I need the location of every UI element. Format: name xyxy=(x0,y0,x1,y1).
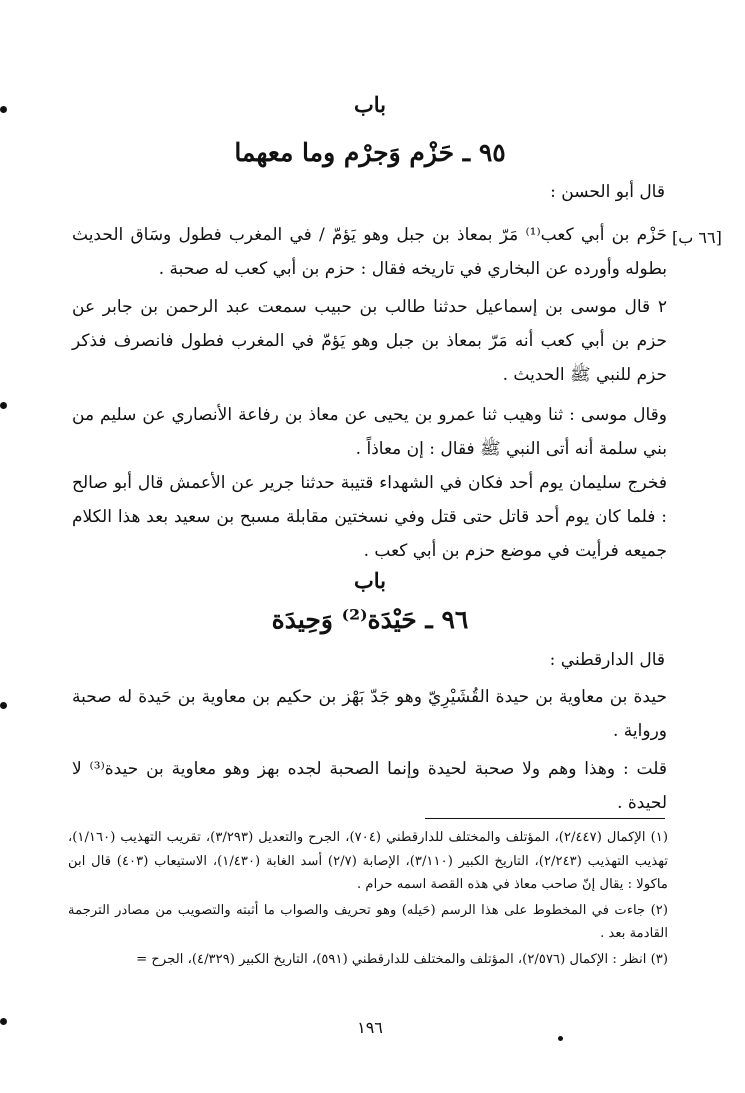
intro-abu-al-hasan: قال أبو الحسن : xyxy=(550,182,665,202)
chapter-heading-96: باب xyxy=(353,568,386,593)
chapter-heading-95: باب xyxy=(353,92,386,117)
paragraph-hazm-4: فخرج سليمان يوم أحد فكان في الشهداء قتيبة حدثنا جرير عن الأعمش قال أبو صالح : فلما كان يوم أحد قاتل حتى قتل وفي نسختين مقابلة مسبح بن سعيد بعد هذا الكلام جميعه فرأيت في موضع حزم بن أبي كعب . xyxy=(72,473,667,561)
footnote-2: (٢) جاءت في المخطوط على هذا الرسم (حَيله) وهو تحريف والصواب ما أثبته والتصويب من مصادر الترجمة القادمة بعد . xyxy=(68,902,668,941)
footnote-1: (١) الإكمال (٢/٤٤٧)، المؤتلف والمختلف للدارقطني (٧٠٤)، الجرح والتعديل (٣/٢٩٣)، تقريب التهذيب (١/١٦٠)، تهذيب التهذيب (٢/٢٤٣)، التاريخ الكبير (٣/١١٠)، الإصابة (٢/٧) أسد الغابة (١/٤٣٠)، الاستيعاب (٤٠٣) قال ابن ماكولا : يقال إنّ صاحب معاذ في هذه القصة اسمه حرام . xyxy=(68,830,668,892)
intro-daraqutni: قال الدارقطني : xyxy=(549,650,665,670)
paragraph-hazm-2: ٢ قال موسى بن إسماعيل حدثنا طالب بن حبيب سمعت عبد الرحمن بن جابر عن حزم بن أبي كعب أنه مَرّ بمعاذ بن جبل وهو يَؤمّ في المغرب فطول فانصرف فذكر حزم للنبي ﷺ الحديث . xyxy=(72,297,667,385)
scan-mark-dot xyxy=(0,1018,7,1025)
margin-folio-reference: [٦٦ ب] xyxy=(672,228,722,247)
footnote-3: (٣) انظر : الإكمال (٢/٥٧٦)، المؤتلف والمختلف للدارقطني (٥٩١)، التاريخ الكبير (٤/٣٢٩)، الجرح = xyxy=(136,951,668,967)
chapter-title-95: ٩٥ ـ حَزْم وَجرْم وما معهما xyxy=(234,138,506,167)
footnotes xyxy=(68,826,668,973)
scan-mark-dot xyxy=(0,106,7,113)
chapter-title-96: ٩٦ ـ حَيْدَة⁽²⁾ وَحِيدَة xyxy=(271,605,469,634)
paragraph-hazm-1: حَزْم بن أبي كعب⁽¹⁾ مَرّ بمعاذ بن جبل وهو يَؤمّ / في المغرب فطول وسَاق الحديث بطوله وأورده عن البخاري في تاريخه فقال : حزم بن أبي كعب له صحبة . xyxy=(72,225,667,279)
scan-mark-dot xyxy=(0,402,7,409)
page-number: ١٩٦ xyxy=(357,1018,383,1037)
paragraph-hayda-1: حيدة بن معاوية بن حيدة القُشَيْرِيّ وهو جَدّ بَهْز بن حكيم بن معاوية بن حَيدة له صحبة ورواية . xyxy=(72,687,667,741)
scan-mark-dot xyxy=(0,702,7,709)
scan-mark-dot xyxy=(558,1036,563,1041)
paragraph-hayda-2: قلت : وهذا وهم ولا صحبة لحيدة وإنما الصحبة لجده بهز وهو معاوية بن حيدة⁽³⁾ لا لحيدة . xyxy=(72,759,667,813)
paragraph-hazm-3: وقال موسى : ثنا وهيب ثنا عمرو بن يحيى عن معاذ بن رفاعة الأنصاري عن سليم من بني سلمة أنه أتى النبي ﷺ فقال : إن معاذاً . xyxy=(72,405,667,459)
footnote-separator xyxy=(425,818,665,819)
